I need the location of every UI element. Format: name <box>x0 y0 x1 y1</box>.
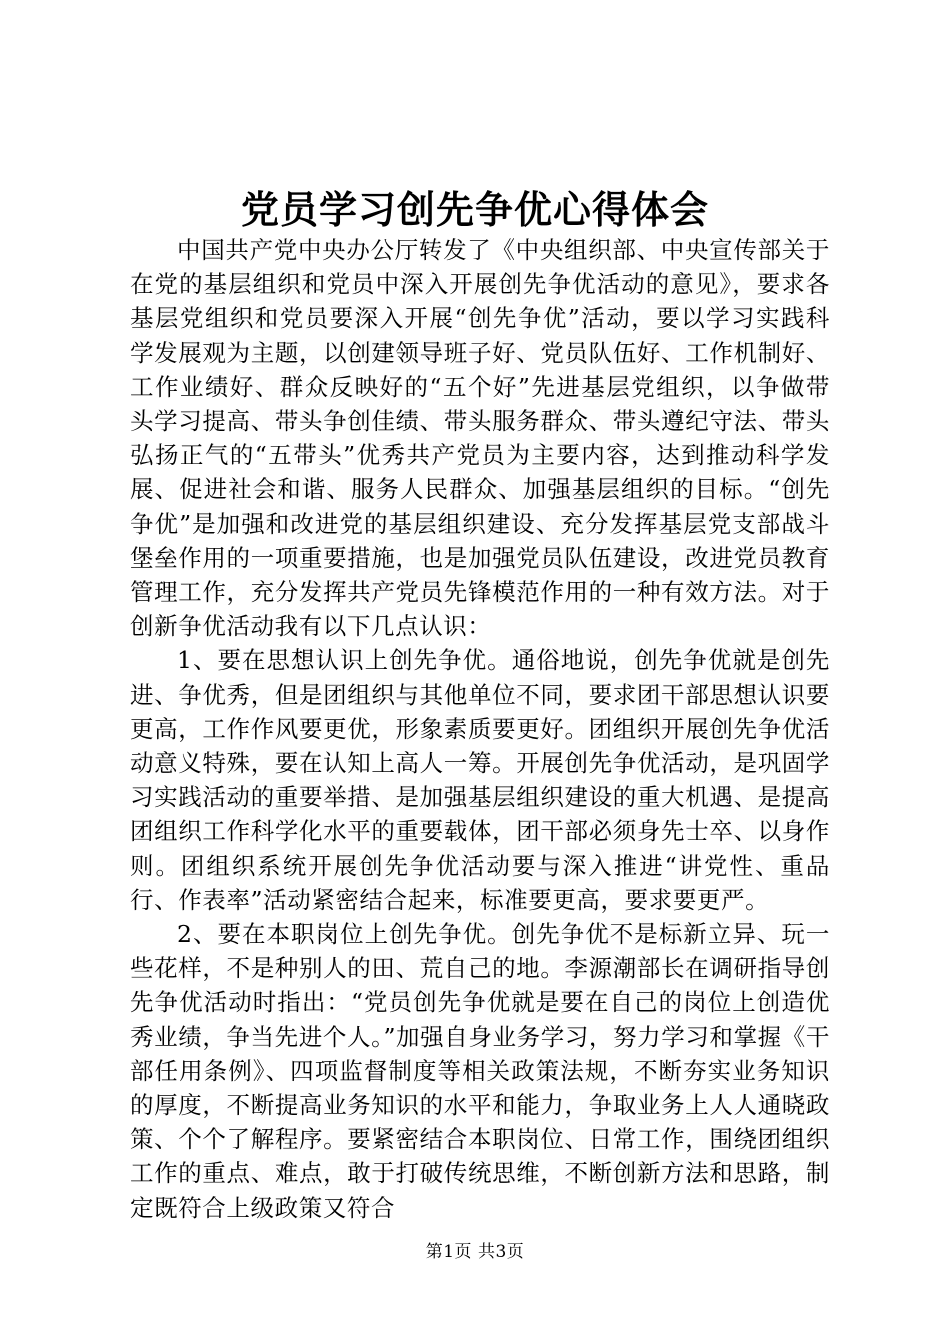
document-title: 党员学习创先争优心得体会 <box>240 187 709 232</box>
page-number-footer: 第1页 共3页 <box>425 1242 525 1262</box>
paragraph-intro: 中国共产党中央办公厅转发了《中央组织部、中央宣传部关于在党的基层组织和党员中深入开展创先争优活动的意见》，要求各基层党组织和党员要深入开展“创先争优”活动，要以学习实践科学发展观为主题，以创建领导班子好、党员队伍好、工作机制好、工作业绩好、群众反映好的“五个好”先进基层党组织，以争做带头学习提高、带头争创佳绩、带头服务群众、带头遵纪守法、带头弘扬正气的“五带头”优秀共产党员为主要内容，达到推动科学发展、促进社会和谐、服务人民群众、加强基层组织的目标。“创先争优”是加强和改进党的基层组织建设、充分发挥基层党支部战斗堡垒作用的一项重要措施，也是加强党员队伍建设，改进党员教育管理工作，充分发挥共产党员先锋模范作用的一种有效方法。对于创新争优活动我有以下几点认识： <box>130 236 830 641</box>
paragraph-point-1: 1、要在思想认识上创先争优。通俗地说，创先争优就是创先进、争优秀，但是团组织与其他单位不同，要求团干部思想认识要更高，工作作风要更优，形象素质要更好。团组织开展创先争优活动意义特殊，要在认知上高人一筹。开展创先争优活动，是巩固学习实践活动的重要举措、是加强基层组织建设的重大机遇、是提高团组织工作科学化水平的重要载体，团干部必须身先士卒、以身作则。团组织系统开展创先争优活动要与深入推进“讲党性、重品行、作表率”活动紧密结合起来，标准要更高，要求要更严。 <box>130 646 830 914</box>
paragraph-point-2: 2、要在本职岗位上创先争优。创先争优不是标新立异、玩一些花样，不是种别人的田、荒自己的地。李源潮部长在调研指导创先争优活动时指出：“党员创先争优就是要在自己的岗位上创造优秀业绩，争当先进个人。”加强自身业务学习，努力学习和掌握《干部任用条例》、四项监督制度等相关政策法规，不断夯实业务知识的厚度，不断提高业务知识的水平和能力，争取业务上人人通晓政策、个个了解程序。要紧密结合本职岗位、日常工作，围绕团组织工作的重点、难点，敢于打破传统思维，不断创新方法和思路，制定既符合上级政策又符合 <box>130 920 830 1222</box>
document-body <box>130 233 830 1225</box>
